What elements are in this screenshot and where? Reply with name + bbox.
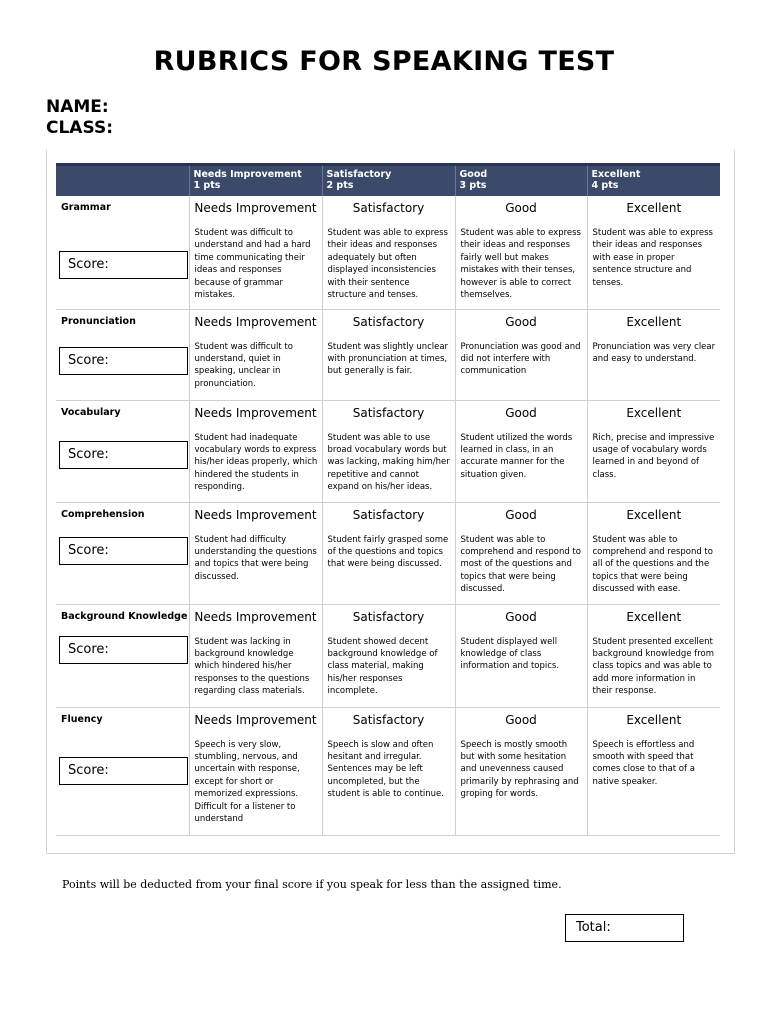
level-cell	[322, 707, 455, 835]
criterion-row	[56, 707, 720, 835]
level-description: Student utilized the words learned in class, in an accurate manner for the situation given.	[460, 432, 573, 480]
header-criteria-cell	[56, 165, 189, 197]
level-cell	[587, 604, 720, 707]
level-title: Excellent	[626, 405, 682, 420]
level-title: Satisfactory	[352, 405, 425, 420]
level-description: Student was lacking in background knowledge which hindered his/her responses to the questions regarding class materials.	[194, 636, 310, 697]
level-title: Needs Improvement	[194, 405, 317, 420]
level-title: Needs Improvement	[194, 609, 317, 624]
level-description: Student had difficulty understanding the questions and topics that were being discussed.	[194, 534, 317, 582]
score-input[interactable]: Score:	[59, 636, 188, 664]
level-cell	[322, 604, 455, 707]
level-cell	[455, 400, 587, 502]
level-cell	[189, 502, 322, 604]
header-level-points: 3 pts	[459, 180, 487, 191]
header-level-points: 2 pts	[326, 180, 354, 191]
level-cell	[587, 309, 720, 400]
score-input[interactable]: Score:	[59, 537, 188, 565]
header-level-cell	[189, 165, 322, 197]
level-cell	[322, 502, 455, 604]
criterion-name: Grammar	[61, 202, 111, 213]
header-level-label: Good	[459, 169, 488, 180]
level-title: Good	[505, 314, 537, 329]
header-level-cell	[587, 165, 720, 197]
level-title: Good	[505, 712, 537, 727]
criterion-name: Pronunciation	[61, 315, 136, 327]
score-input[interactable]: Score:	[59, 347, 188, 375]
level-cell	[587, 400, 720, 502]
level-cell	[587, 502, 720, 604]
criterion-row	[56, 309, 720, 400]
level-title: Satisfactory	[352, 201, 425, 215]
deduction-note: Points will be deducted from your final score if you speak for less than the assigned time.	[62, 878, 562, 891]
level-title: Excellent	[626, 712, 682, 727]
level-cell	[189, 604, 322, 707]
level-description: Student presented excellent background knowledge from class topics and was able to add more information in their response.	[592, 636, 715, 697]
level-description: Rich, precise and impressive usage of vocabulary words learned in and beyond of class.	[592, 432, 715, 480]
level-description: Student displayed well knowledge of class information and topics.	[460, 636, 560, 672]
level-cell	[189, 309, 322, 400]
rubric-table	[56, 163, 720, 836]
level-description: Speech is effortless and smooth with speed that comes close to that of a native speaker.	[592, 739, 695, 787]
level-cell	[587, 196, 720, 309]
criterion-cell	[56, 309, 189, 400]
header-level-label: Excellent	[591, 169, 641, 180]
level-cell	[322, 400, 455, 502]
total-score-input[interactable]: Total:	[565, 914, 684, 942]
page-title: RUBRICS FOR SPEAKING TEST	[153, 46, 615, 77]
level-title: Needs Improvement	[194, 712, 317, 727]
level-description: Speech is slow and often hesitant and irregular. Sentences may be left uncompleted, but the student is able to continue.	[327, 739, 444, 800]
level-description: Student was able to use broad vocabulary words but was lacking, making him/her repetitive and cannot expand on his/her ideas.	[327, 432, 450, 493]
criterion-row	[56, 196, 720, 309]
header-level-cell	[455, 165, 587, 197]
criterion-row	[56, 604, 720, 707]
level-title: Excellent	[626, 314, 682, 329]
header-level-cell	[322, 165, 455, 197]
level-title: Excellent	[626, 507, 682, 522]
level-cell	[455, 604, 587, 707]
level-cell	[189, 707, 322, 835]
header-level-label: Needs Improvement	[193, 169, 302, 180]
score-input[interactable]: Score:	[59, 251, 188, 279]
level-title: Needs Improvement	[194, 201, 317, 215]
criterion-name: Fluency	[61, 713, 103, 725]
level-description: Student had inadequate vocabulary words to express his/her ideas properly, which hindered the students in responding.	[194, 432, 318, 493]
criterion-name: Comprehension	[61, 508, 145, 520]
criterion-row	[56, 400, 720, 502]
level-description: Student was able to express their ideas and responses fairly well but makes mistakes with their tenses, however is able to correct themselves.	[460, 228, 581, 301]
level-cell	[322, 196, 455, 309]
level-description: Student was able to express their ideas and responses adequately but often displayed inconsistencies with their sentence structure and tenses.	[327, 228, 448, 301]
level-description: Student fairly grasped some of the questions and topics that were being discussed.	[327, 534, 449, 570]
score-input[interactable]: Score:	[59, 441, 188, 469]
header-level-points: 4 pts	[591, 180, 619, 191]
level-title: Satisfactory	[352, 507, 425, 522]
level-cell	[455, 309, 587, 400]
header-level-points: 1 pts	[193, 180, 221, 191]
level-description: Speech is very slow, stumbling, nervous, and uncertain with response, except for short or memorized expressions. Difficult for a listener to understand	[194, 739, 300, 824]
level-description: Student was difficult to understand, quiet in speaking, unclear in pronunciation.	[194, 341, 293, 389]
level-title: Good	[505, 609, 537, 624]
name-label: NAME:	[46, 97, 109, 117]
class-label: CLASS:	[46, 118, 113, 138]
criterion-cell	[56, 604, 189, 707]
criterion-cell	[56, 707, 189, 835]
level-description: Student was difficult to understand and had a hard time communicating their ideas and responses because of grammar mistakes.	[194, 228, 311, 301]
header-level-label: Satisfactory	[326, 169, 392, 180]
level-title: Satisfactory	[352, 609, 425, 624]
level-description: Student was slightly unclear with pronunciation at times, but generally is fair.	[327, 341, 449, 377]
criterion-cell	[56, 196, 189, 309]
criterion-name: Background Knowledge	[61, 610, 188, 622]
level-title: Good	[505, 405, 537, 420]
level-title: Excellent	[626, 609, 682, 624]
level-description: Student was able to express their ideas and responses with ease in proper sentence structure and tenses.	[592, 228, 713, 288]
level-cell	[587, 707, 720, 835]
level-title: Excellent	[626, 201, 682, 215]
criterion-name: Vocabulary	[61, 406, 121, 418]
level-description: Student was able to comprehend and respond to all of the questions and the topics that were being discussed with ease.	[592, 534, 713, 595]
level-description: Speech is mostly smooth but with some hesitation and unevenness caused primarily by rephrasing and groping for words.	[460, 739, 579, 800]
level-cell	[322, 309, 455, 400]
level-cell	[455, 196, 587, 309]
level-title: Needs Improvement	[194, 507, 317, 522]
level-title: Good	[505, 507, 537, 522]
level-description: Student was able to comprehend and respond to most of the questions and topics that were being discussed.	[460, 534, 581, 595]
level-description: Pronunciation was very clear and easy to understand.	[592, 341, 716, 364]
score-input[interactable]: Score:	[59, 757, 188, 785]
level-cell	[455, 502, 587, 604]
criterion-row	[56, 502, 720, 604]
criterion-cell	[56, 400, 189, 502]
level-title: Needs Improvement	[194, 314, 317, 329]
level-cell	[455, 707, 587, 835]
level-title: Satisfactory	[352, 712, 425, 727]
rubric-header-row	[56, 165, 720, 197]
level-description: Student showed decent background knowledge of class material, making his/her responses incomplete.	[327, 636, 438, 697]
criterion-cell	[56, 502, 189, 604]
level-cell	[189, 196, 322, 309]
level-title: Good	[505, 201, 537, 215]
level-title: Satisfactory	[352, 314, 425, 329]
level-description: Pronunciation was good and did not interfere with communication	[460, 341, 581, 377]
level-cell	[189, 400, 322, 502]
